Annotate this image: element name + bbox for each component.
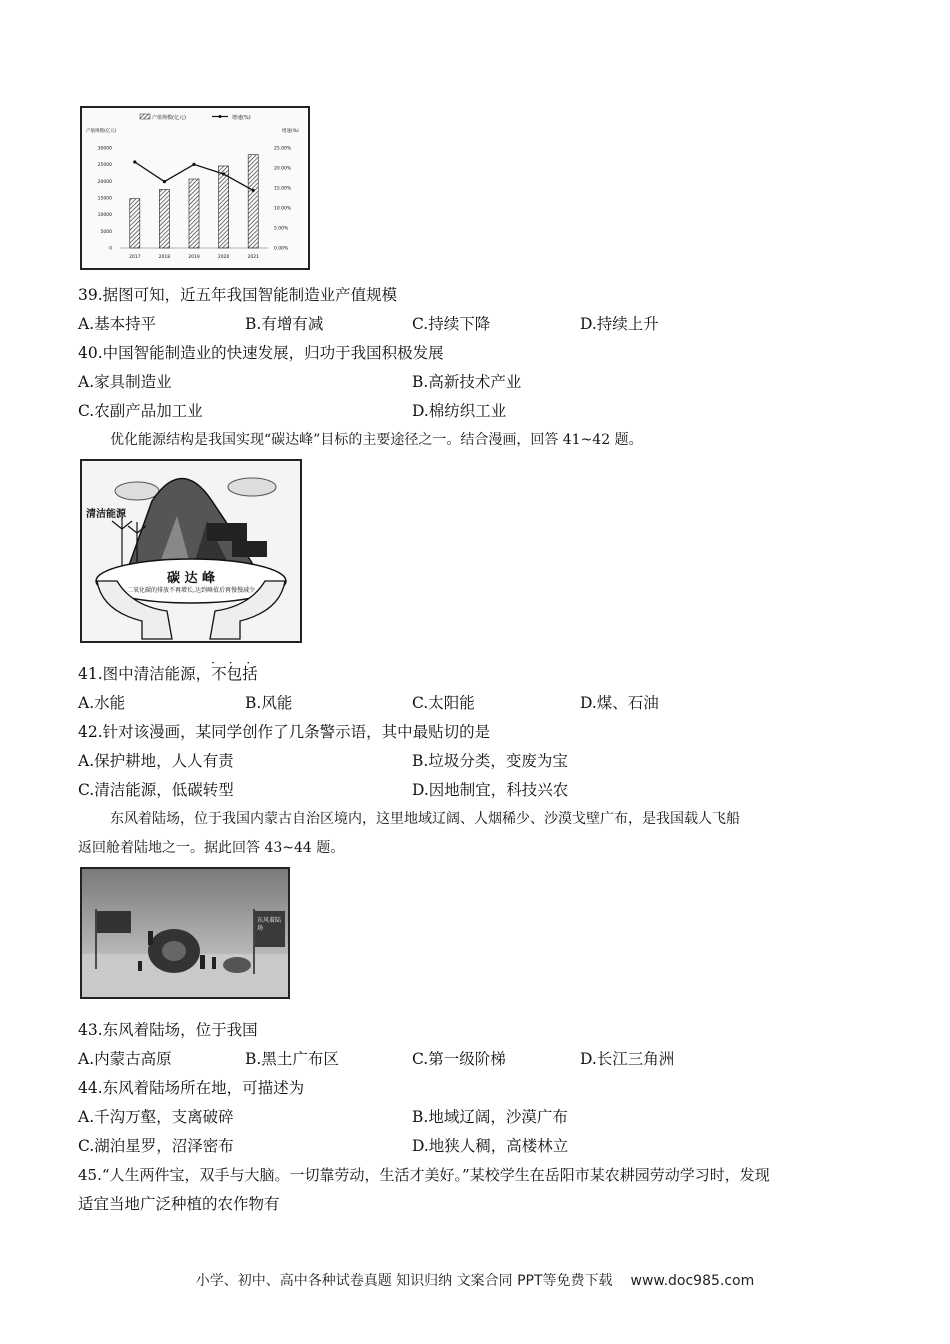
q43-option-b[interactable]: B.黑土广布区 (245, 1050, 339, 1068)
y-tick-label: 30000 (97, 146, 112, 152)
q39-option-b[interactable]: B.有增有减 (245, 315, 324, 333)
q44-stem: 44.东风着陆场所在地，可描述为 (78, 1079, 305, 1097)
x-tick-label: 2018 (158, 255, 171, 260)
growth-rate-point (252, 189, 255, 192)
y2-tick-label: 5.00% (274, 226, 289, 232)
intro-43-44-line1: 东风着陆场，位于我国内蒙古自治区境内，这里地域辽阔、人烟稀少、沙漠戈壁广布，是我国载人飞船 (110, 811, 740, 827)
q44-option-b[interactable]: B.地域辽阔，沙漠广布 (412, 1108, 568, 1126)
q44-option-c[interactable]: C.湖泊星罗，沼泽密布 (78, 1137, 234, 1155)
y-tick-label: 10000 (97, 213, 112, 219)
legend-line-marker (219, 115, 222, 118)
chart-bar (130, 199, 140, 248)
growth-rate-point (192, 163, 195, 166)
intro-41-42: 优化能源结构是我国实现“碳达峰”目标的主要途径之一。结合漫画，回答 41~42 题。 (110, 432, 643, 448)
q41-option-b[interactable]: B.风能 (245, 694, 293, 712)
q41-stem-emphasis: 不包括 · · · (211, 665, 258, 683)
legend-bar-swatch (140, 114, 150, 119)
q43-stem: 43.东风着陆场，位于我国 (78, 1021, 258, 1039)
y-tick-label: 25000 (97, 163, 112, 169)
cartoon-caption: 二氧化碳的排放不再增长,达到峰值后再慢慢减少 (127, 587, 255, 594)
y-tick-label: 0 (109, 246, 112, 252)
q42-option-d[interactable]: D.因地制宜，科技兴农 (412, 781, 569, 799)
growth-rate-point (222, 172, 225, 175)
x-tick-label: 2017 (129, 255, 141, 260)
x-tick-label: 2020 (217, 255, 230, 260)
x-tick-label: 2021 (247, 255, 259, 260)
y2-tick-label: 0.00% (274, 246, 289, 252)
carbon-peak-cartoon (80, 459, 302, 643)
intro-43-44-line2: 返回舱着陆地之一。据此回答 43~44 题。 (78, 840, 345, 856)
y2-axis-title: 增速(%) (282, 129, 299, 134)
y-tick-label: 15000 (97, 196, 112, 202)
x-tick-label: 2019 (188, 255, 200, 260)
chart-bar (189, 179, 199, 248)
chart-bar (248, 155, 258, 248)
q39-stem: 39.据图可知，近五年我国智能制造业产值规模 (78, 286, 398, 304)
q41-stem (78, 664, 258, 684)
q44-option-d[interactable]: D.地狭人稠，高楼林立 (412, 1137, 569, 1155)
q39-option-d[interactable]: D.持续上升 (580, 315, 659, 333)
q44-option-a[interactable]: A.千沟万壑，支离破碎 (78, 1108, 234, 1126)
q45-stem-line1: 45.“人生两件宝，双手与大脑。一切靠劳动，生活才美好。”某校学生在岳阳市某农耕园劳动学习时，发现 (78, 1166, 770, 1184)
q42-option-a[interactable]: A.保护耕地，人人有责 (78, 752, 234, 770)
q40-option-b[interactable]: B.高新技术产业 (412, 373, 522, 391)
chart-bar (159, 189, 169, 248)
q43-option-d[interactable]: D.长江三角洲 (580, 1050, 675, 1068)
legend-line-label: 增速(%) (232, 115, 251, 121)
q39-option-c[interactable]: C.持续下降 (412, 315, 491, 333)
q43-option-c[interactable]: C.第一级阶梯 (412, 1050, 506, 1068)
chart-figure (80, 106, 310, 270)
y-axis-title: 产值规模(亿元) (86, 129, 117, 134)
q41-option-a[interactable]: A.水能 (78, 694, 126, 712)
y-tick-label: 20000 (97, 179, 112, 185)
q41-option-d[interactable]: D.煤、石油 (580, 694, 659, 712)
q42-option-c[interactable]: C.清洁能源，低碳转型 (78, 781, 234, 799)
q43-option-a[interactable]: A.内蒙古高原 (78, 1050, 172, 1068)
chart-bar (219, 166, 229, 248)
growth-rate-point (163, 180, 166, 183)
footer-site-link[interactable]: www.doc985.com (630, 1273, 755, 1289)
landing-site-sign: 东风着陆场 (257, 917, 282, 932)
y2-tick-label: 20.00% (274, 166, 292, 172)
q41-stem-prefix: 41.图中清洁能源， (78, 665, 212, 683)
legend-bar-label: 产值规模(亿元) (152, 115, 186, 121)
q39-option-a[interactable]: A.基本持平 (78, 315, 157, 333)
growth-rate-point (133, 160, 136, 163)
cartoon-title: 碳 达 峰 (166, 571, 216, 586)
footer-text: 小学、初中、高中各种试卷真题 知识归纳 文案合同 PPT等免费下载 (195, 1273, 613, 1289)
q40-option-c[interactable]: C.农副产品加工业 (78, 402, 203, 420)
y2-tick-label: 25.00% (274, 146, 292, 152)
page-footer (0, 1270, 950, 1290)
landing-site-photo (80, 867, 290, 999)
q42-stem: 42.针对该漫画，某同学创作了几条警示语，其中最贴切的是 (78, 723, 491, 741)
q40-option-a[interactable]: A.家具制造业 (78, 373, 172, 391)
y-tick-label: 5000 (100, 229, 112, 235)
cartoon-clean-energy-label: 清洁能源 (86, 509, 126, 520)
y2-tick-label: 15.00% (274, 186, 292, 192)
cartoon-drawing (82, 461, 300, 641)
bar-line-chart (82, 108, 308, 268)
q45-stem-line2: 适宜当地广泛种植的农作物有 (78, 1195, 280, 1213)
q41-option-c[interactable]: C.太阳能 (412, 694, 475, 712)
photo-drawing (82, 869, 288, 997)
q42-option-b[interactable]: B.垃圾分类，变废为宝 (412, 752, 568, 770)
q40-stem: 40.中国智能制造业的快速发展，归功于我国积极发展 (78, 344, 444, 362)
y2-tick-label: 10.00% (274, 206, 292, 212)
q40-option-d[interactable]: D.棉纺织工业 (412, 402, 507, 420)
